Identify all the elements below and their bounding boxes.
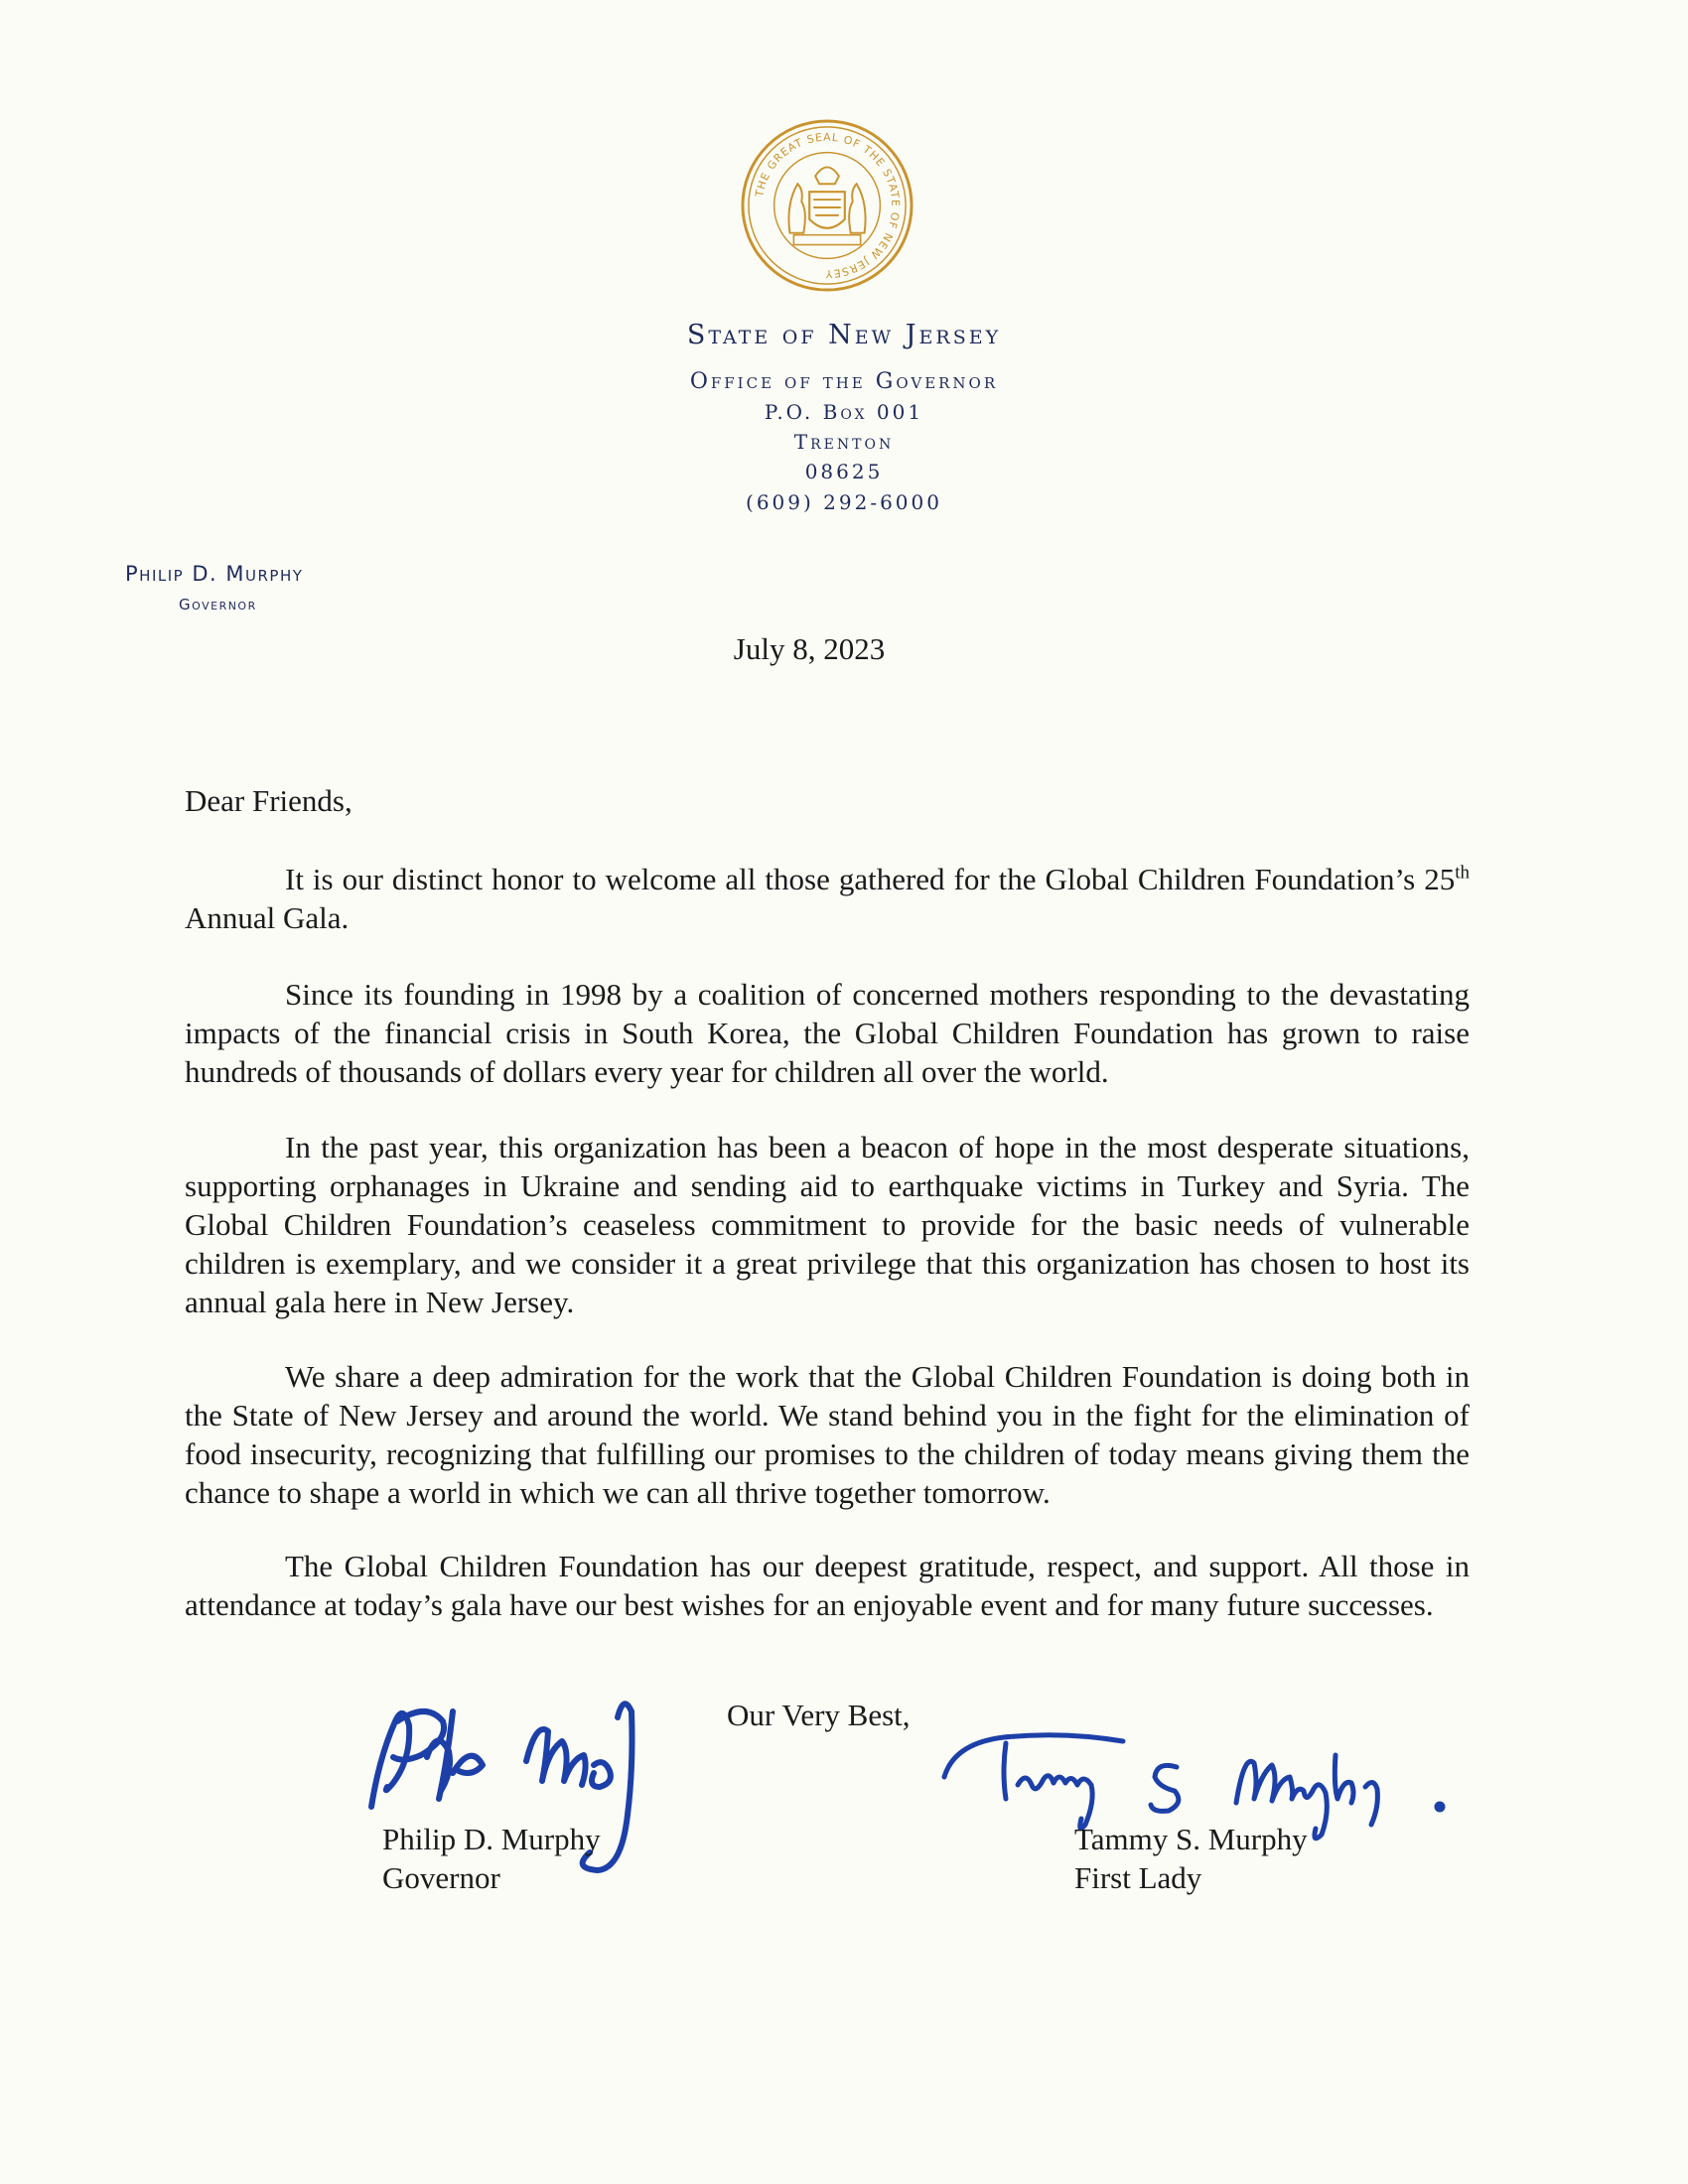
letterhead-zip: 08625 [804, 460, 884, 483]
governor-name: Philip D. Murphy [125, 562, 304, 586]
signer-tammy [1074, 1820, 1308, 1897]
letterhead-office: Office of the Governor [689, 369, 999, 394]
signer-philip-name: Philip D. Murphy [382, 1822, 601, 1856]
paragraph-2: Since its founding in 1998 by a coalition of concerned mothers responding to the devastating impacts of the financial crisis in South Korea, the Global Children Foundation has grown to raise hundreds of thousands of dollars every year for children all over the world. [185, 977, 1470, 1089]
paragraph-1-superscript: th [1455, 862, 1470, 884]
paragraph-4: We share a deep admiration for the work that the Global Children Foundation is doing both in the State of New Jersey and around the world. We stand behind you in the fight for the elimination of food insecurity, recognizing that fulfilling our promises to the children of today means giving them the chance to shape a world in which we can all thrive together tomorrow. [185, 1359, 1470, 1510]
paragraph-1 [185, 860, 1470, 937]
seal-ring-text: THE GREAT SEAL OF THE STATE OF NEW JERSEY [753, 130, 903, 281]
letter-date: July 8, 2023 [733, 631, 886, 666]
paragraph-1-text: It is our distinct honor to welcome all those gathered for the Global Children Foundation’s 25 [285, 862, 1456, 896]
paragraph-3: In the past year, this organization has been a beacon of hope in the most desperate situations, supporting orphanages in Ukraine and sending aid to earthquake victims in Turkey and Syria. The Global Children Foundation’s ceaseless commitment to provide for the basic needs of vulnerable children is exemplary, and we consider it a great privilege that this organization has chosen to host its annual gala here in New Jersey. [185, 1130, 1470, 1319]
governor-title: Governor [179, 596, 257, 614]
letterhead-city: Trenton [793, 430, 895, 454]
signer-philip [382, 1820, 601, 1897]
state-seal-icon [739, 117, 915, 294]
letterhead-phone: (609) 292-6000 [746, 490, 942, 514]
signer-philip-title: Governor [382, 1860, 500, 1895]
signer-tammy-title: First Lady [1074, 1860, 1202, 1895]
closing: Our Very Best, [727, 1698, 911, 1732]
signer-tammy-name: Tammy S. Murphy [1074, 1822, 1308, 1856]
letterhead-state: State of New Jersey [686, 320, 1002, 350]
paragraph-1-tail: Annual Gala. [185, 900, 350, 935]
salutation: Dear Friends, [185, 783, 352, 818]
paragraph-5: The Global Children Foundation has our deepest gratitude, respect, and support. All those in attendance at today’s gala have our best wishes for an enjoyable event and for many future successes. [185, 1549, 1470, 1622]
letterhead-po-box: P.O. Box 001 [764, 400, 924, 424]
